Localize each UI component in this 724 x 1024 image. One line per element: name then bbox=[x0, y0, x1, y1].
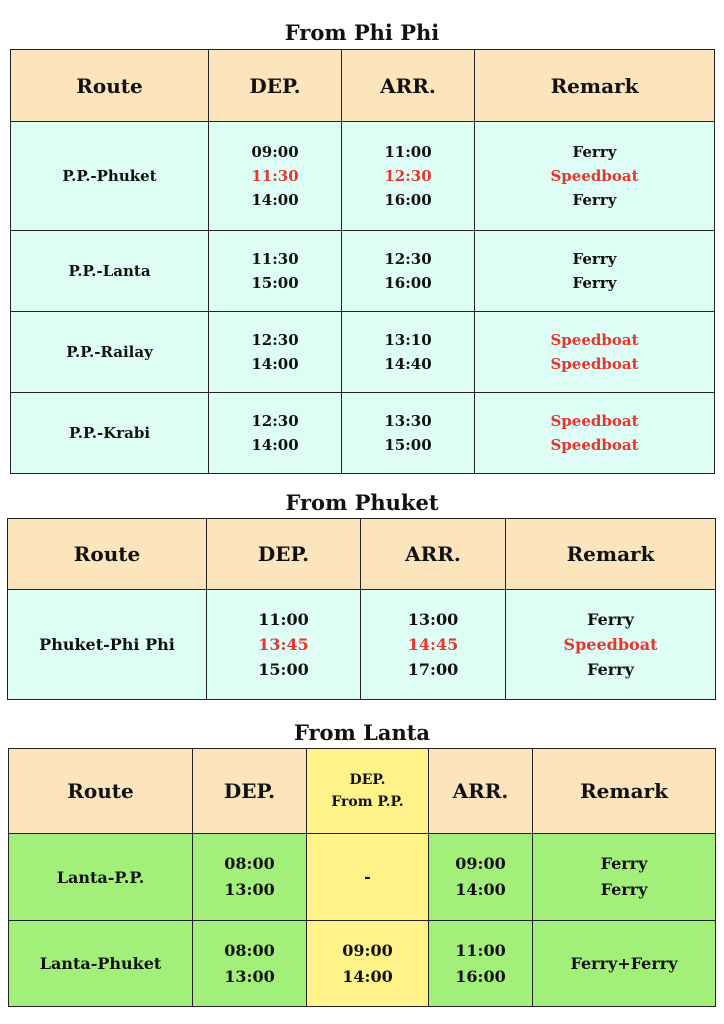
header-arr: ARR. bbox=[429, 749, 533, 834]
table-header-row bbox=[11, 50, 715, 122]
header-dep-from-pp-line2: From P.P. bbox=[331, 794, 404, 810]
dep-time: 14:00 bbox=[251, 355, 299, 373]
header-arr: ARR. bbox=[361, 519, 506, 590]
header-route: Route bbox=[8, 519, 207, 590]
arr-cell bbox=[429, 921, 533, 1007]
dep-time: 15:00 bbox=[258, 660, 309, 679]
remark-text: Speedboat bbox=[550, 355, 639, 373]
dep-from-pp-cell bbox=[307, 921, 429, 1007]
arr-time: 14:00 bbox=[455, 880, 506, 899]
arr-cell bbox=[342, 312, 475, 393]
lanta-schedule-table bbox=[8, 748, 716, 1007]
section-title-phuket: From Phuket bbox=[285, 490, 439, 515]
dep-from-pp-time: - bbox=[364, 867, 371, 886]
dep-time: 15:00 bbox=[251, 274, 299, 292]
dep-time: 08:00 bbox=[224, 854, 275, 873]
remark-text: Ferry bbox=[572, 250, 617, 268]
arr-time: 16:00 bbox=[384, 274, 432, 292]
arr-time: 17:00 bbox=[407, 660, 459, 679]
dep-time: 13:45 bbox=[258, 635, 309, 654]
dep-from-pp-time: 09:00 bbox=[342, 940, 393, 960]
remark-cell bbox=[475, 393, 715, 474]
remark-text: Ferry bbox=[587, 610, 634, 629]
header-remark: Remark bbox=[506, 519, 716, 590]
route-cell: Lanta-P.P. bbox=[9, 834, 193, 921]
dep-time: 14:00 bbox=[251, 191, 299, 209]
dep-cell bbox=[207, 590, 361, 700]
remark-text: Speedboat bbox=[563, 635, 658, 654]
remark-text: Speedboat bbox=[550, 167, 639, 185]
table-header-row bbox=[8, 519, 716, 590]
arr-cell bbox=[429, 834, 533, 921]
route-cell: Lanta-Phuket bbox=[9, 921, 193, 1007]
header-route: Route bbox=[11, 50, 209, 122]
dep-cell bbox=[209, 122, 342, 231]
dep-from-pp-cell bbox=[307, 834, 429, 921]
dep-time: 11:30 bbox=[251, 167, 299, 185]
remark-text: Speedboat bbox=[550, 331, 639, 349]
arr-time: 16:00 bbox=[455, 966, 506, 986]
dep-time: 13:00 bbox=[224, 966, 275, 986]
remark-text: Speedboat bbox=[550, 412, 639, 430]
arr-time: 12:30 bbox=[384, 167, 432, 185]
dep-cell bbox=[209, 231, 342, 312]
remark-cell bbox=[475, 122, 715, 231]
route-cell: P.P.-Krabi bbox=[11, 393, 209, 474]
route-cell: P.P.-Lanta bbox=[11, 231, 209, 312]
header-arr: ARR. bbox=[342, 50, 475, 122]
dep-cell bbox=[193, 834, 307, 921]
table-row bbox=[11, 231, 715, 312]
arr-time: 15:00 bbox=[384, 436, 432, 454]
remark-text: Ferry+Ferry bbox=[570, 953, 678, 973]
remark-cell bbox=[475, 312, 715, 393]
header-dep-from-pp bbox=[307, 749, 429, 834]
arr-time: 13:30 bbox=[384, 412, 432, 430]
remark-text: Ferry bbox=[572, 191, 617, 209]
remark-cell bbox=[533, 834, 716, 921]
arr-time: 14:45 bbox=[407, 635, 459, 654]
arr-time: 11:00 bbox=[384, 143, 432, 161]
remark-cell bbox=[533, 921, 716, 1007]
remark-text: Ferry bbox=[600, 854, 648, 873]
dep-time: 08:00 bbox=[224, 940, 275, 960]
phiphi-schedule-table bbox=[10, 49, 715, 474]
arr-time: 12:30 bbox=[384, 250, 432, 268]
remark-cell bbox=[506, 590, 716, 700]
dep-time: 13:00 bbox=[224, 880, 275, 899]
dep-time: 09:00 bbox=[251, 143, 299, 161]
dep-time: 14:00 bbox=[251, 436, 299, 454]
dep-from-pp-time: 14:00 bbox=[342, 966, 393, 986]
header-remark: Remark bbox=[533, 749, 716, 834]
header-dep-from-pp-line1: DEP. bbox=[349, 772, 386, 788]
arr-time: 13:10 bbox=[384, 331, 432, 349]
arr-time: 09:00 bbox=[455, 854, 506, 873]
table-row bbox=[11, 122, 715, 231]
arr-cell bbox=[342, 393, 475, 474]
header-remark: Remark bbox=[475, 50, 715, 122]
table-header-row bbox=[9, 749, 716, 834]
remark-text: Ferry bbox=[600, 880, 648, 899]
dep-time: 12:30 bbox=[251, 412, 299, 430]
remark-text: Ferry bbox=[572, 143, 617, 161]
table-row bbox=[11, 393, 715, 474]
remark-cell bbox=[475, 231, 715, 312]
arr-time: 13:00 bbox=[407, 610, 459, 629]
table-row bbox=[11, 312, 715, 393]
dep-cell bbox=[193, 921, 307, 1007]
header-dep: DEP. bbox=[207, 519, 361, 590]
remark-text: Ferry bbox=[587, 660, 634, 679]
arr-cell bbox=[361, 590, 506, 700]
header-dep: DEP. bbox=[209, 50, 342, 122]
header-dep: DEP. bbox=[193, 749, 307, 834]
header-route: Route bbox=[9, 749, 193, 834]
dep-cell bbox=[209, 393, 342, 474]
section-title-lanta: From Lanta bbox=[293, 720, 431, 745]
section-title-phiphi: From Phi Phi bbox=[284, 20, 440, 45]
remark-text: Ferry bbox=[572, 274, 617, 292]
remark-text: Speedboat bbox=[550, 436, 639, 454]
arr-time: 14:40 bbox=[384, 355, 432, 373]
arr-cell bbox=[342, 231, 475, 312]
arr-time: 16:00 bbox=[384, 191, 432, 209]
table-row bbox=[9, 921, 716, 1007]
phuket-schedule-table bbox=[7, 518, 716, 700]
dep-time: 12:30 bbox=[251, 331, 299, 349]
route-cell: Phuket-Phi Phi bbox=[8, 590, 207, 700]
table-row bbox=[8, 590, 716, 700]
route-cell: P.P.-Railay bbox=[11, 312, 209, 393]
dep-time: 11:00 bbox=[258, 610, 309, 629]
table-row bbox=[9, 834, 716, 921]
dep-cell bbox=[209, 312, 342, 393]
arr-cell bbox=[342, 122, 475, 231]
dep-time: 11:30 bbox=[251, 250, 299, 268]
route-cell: P.P.-Phuket bbox=[11, 122, 209, 231]
arr-time: 11:00 bbox=[455, 940, 506, 960]
